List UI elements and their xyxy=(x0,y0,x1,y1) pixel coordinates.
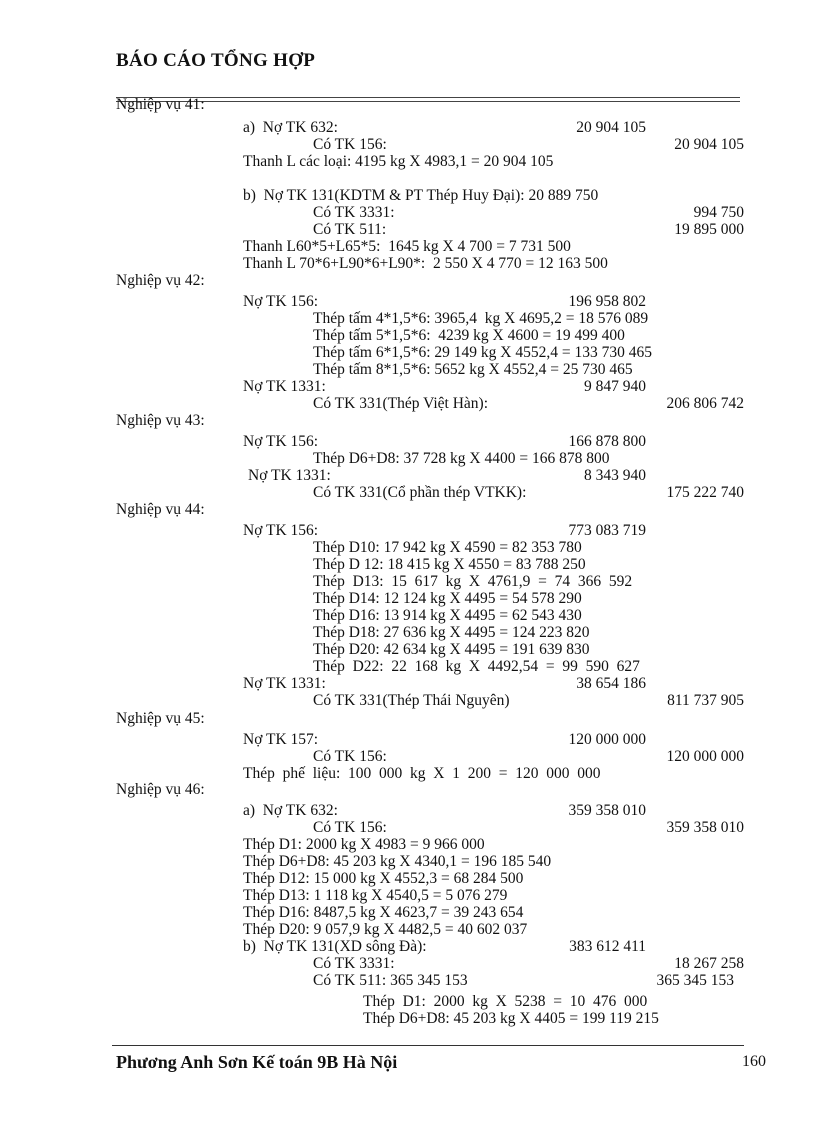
footer-author: Phương Anh Sơn Kế toán 9B Hà Nội xyxy=(116,1052,398,1072)
entry-line: Thép D12: 15 000 kg X 4552,3 = 68 284 500 xyxy=(243,870,524,887)
entry-amount: 359 358 010 xyxy=(666,819,744,836)
entry-amount: 120 000 000 xyxy=(568,731,646,748)
section-heading: Nghiệp vụ 46: xyxy=(116,781,205,798)
section-heading: Nghiệp vụ 41: xyxy=(116,96,205,113)
entry-line: Nợ TK 156: xyxy=(243,433,319,450)
entry-line: Thép D20: 9 057,9 kg X 4482,5 = 40 602 037 xyxy=(243,921,528,938)
entry-line: Có TK 156: xyxy=(313,819,387,836)
entry-line: Thép tấm 4*1,5*6: 3965,4 kg X 4695,2 = 18 576 089 xyxy=(313,310,649,327)
entry-line: Thanh L 70*6+L90*6+L90*: 2 550 X 4 770 = 12 163 500 xyxy=(243,255,608,272)
entry-amount: 359 358 010 xyxy=(568,802,646,819)
entry-amount: 8 343 940 xyxy=(584,467,646,484)
page-number: 160 xyxy=(742,1053,766,1070)
entry-line: Thép D14: 12 124 kg X 4495 = 54 578 290 xyxy=(313,590,582,607)
entry-line: Thép D1: 2000 kg X 4983 = 9 966 000 xyxy=(243,836,485,853)
entry-line: Nợ TK 156: xyxy=(243,293,319,310)
entry-line: Có TK 511: 365 345 153 xyxy=(313,972,468,989)
entry-line: Có TK 3331: xyxy=(313,955,395,972)
entry-amount: 38 654 186 xyxy=(576,675,646,692)
entry-amount: 773 083 719 xyxy=(568,522,646,539)
entry-line: Thép phế liệu: 100 000 kg X 1 200 = 120 000 000 xyxy=(243,765,601,782)
entry-amount: 18 267 258 xyxy=(674,955,744,972)
entry-line: Nợ TK 1331: xyxy=(243,378,326,395)
entry-line: Thép D 12: 18 415 kg X 4550 = 83 788 250 xyxy=(313,556,586,573)
section-heading: Nghiệp vụ 43: xyxy=(116,412,205,429)
entry-line: Thép D6+D8: 45 203 kg X 4340,1 = 196 185 540 xyxy=(243,853,552,870)
entry-amount: 9 847 940 xyxy=(584,378,646,395)
entry-amount: 20 904 105 xyxy=(674,136,744,153)
entry-line: Thép D6+D8: 37 728 kg X 4400 = 166 878 800 xyxy=(313,450,610,467)
entry-line: Thép tấm 6*1,5*6: 29 149 kg X 4552,4 = 133 730 465 xyxy=(313,344,652,361)
entry-line: Thép D18: 27 636 kg X 4495 = 124 223 820 xyxy=(313,624,590,641)
entry-line: b) Nợ TK 131(KDTM & PT Thép Huy Đại): 20 889 750 xyxy=(243,187,599,204)
entry-amount: 994 750 xyxy=(693,204,744,221)
entry-line: Thép D13: 15 617 kg X 4761,9 = 74 366 592 xyxy=(313,573,633,590)
entry-amount: 383 612 411 xyxy=(569,938,646,955)
entry-line: a) Nợ TK 632: xyxy=(243,119,338,136)
entry-line: Thép D22: 22 168 kg X 4492,54 = 99 590 627 xyxy=(313,658,640,675)
entry-line: Nợ TK 1331: xyxy=(248,467,331,484)
entry-amount: 365 345 153 xyxy=(656,972,734,989)
entry-line: Nợ TK 1331: xyxy=(243,675,326,692)
entry-amount: 811 737 905 xyxy=(667,692,744,709)
section-heading: Nghiệp vụ 45: xyxy=(116,710,205,727)
entry-line: Có TK 331(Thép Việt Hàn): xyxy=(313,395,488,412)
entry-line: Thép D20: 42 634 kg X 4495 = 191 639 830 xyxy=(313,641,590,658)
entry-line: Thanh L các loại: 4195 kg X 4983,1 = 20 904 105 xyxy=(243,153,554,170)
entry-line: Thép tấm 5*1,5*6: 4239 kg X 4600 = 19 499 400 xyxy=(313,327,625,344)
section-heading: Nghiệp vụ 44: xyxy=(116,501,205,518)
entry-line: Có TK 3331: xyxy=(313,204,395,221)
page-header-title: BÁO CÁO TỔNG HỢP xyxy=(116,50,316,71)
section-heading: Nghiệp vụ 42: xyxy=(116,272,205,289)
entry-line: Có TK 156: xyxy=(313,136,387,153)
entry-line: Thép D6+D8: 45 203 kg X 4405 = 199 119 215 xyxy=(363,1010,659,1027)
entry-line: Thép D1: 2000 kg X 5238 = 10 476 000 xyxy=(363,993,648,1010)
entry-line: Thép D13: 1 118 kg X 4540,5 = 5 076 279 xyxy=(243,887,508,904)
entry-line: a) Nợ TK 632: xyxy=(243,802,338,819)
entry-line: Thép tấm 8*1,5*6: 5652 kg X 4552,4 = 25 730 465 xyxy=(313,361,633,378)
entry-line: Có TK 511: xyxy=(313,221,387,238)
header-rule-secondary xyxy=(116,101,740,102)
entry-amount: 120 000 000 xyxy=(666,748,744,765)
entry-line: Thanh L60*5+L65*5: 1645 kg X 4 700 = 7 731 500 xyxy=(243,238,571,255)
entry-amount: 196 958 802 xyxy=(568,293,646,310)
entry-amount: 20 904 105 xyxy=(576,119,646,136)
entry-line: b) Nợ TK 131(XD sông Đà): xyxy=(243,938,427,955)
entry-amount: 175 222 740 xyxy=(666,484,744,501)
entry-line: Thép D16: 8487,5 kg X 4623,7 = 39 243 654 xyxy=(243,904,524,921)
entry-amount: 206 806 742 xyxy=(666,395,744,412)
entry-amount: 166 878 800 xyxy=(568,433,646,450)
entry-line: Có TK 331(Thép Thái Nguyên) xyxy=(313,692,510,709)
entry-line: Có TK 156: xyxy=(313,748,387,765)
entry-line: Nợ TK 157: xyxy=(243,731,319,748)
entry-line: Thép D10: 17 942 kg X 4590 = 82 353 780 xyxy=(313,539,582,556)
entry-line: Nợ TK 156: xyxy=(243,522,319,539)
entry-line: Có TK 331(Cổ phần thép VTKK): xyxy=(313,484,527,501)
footer-rule xyxy=(112,1045,744,1046)
header-rule xyxy=(116,97,740,98)
entry-line: Thép D16: 13 914 kg X 4495 = 62 543 430 xyxy=(313,607,582,624)
entry-amount: 19 895 000 xyxy=(674,221,744,238)
